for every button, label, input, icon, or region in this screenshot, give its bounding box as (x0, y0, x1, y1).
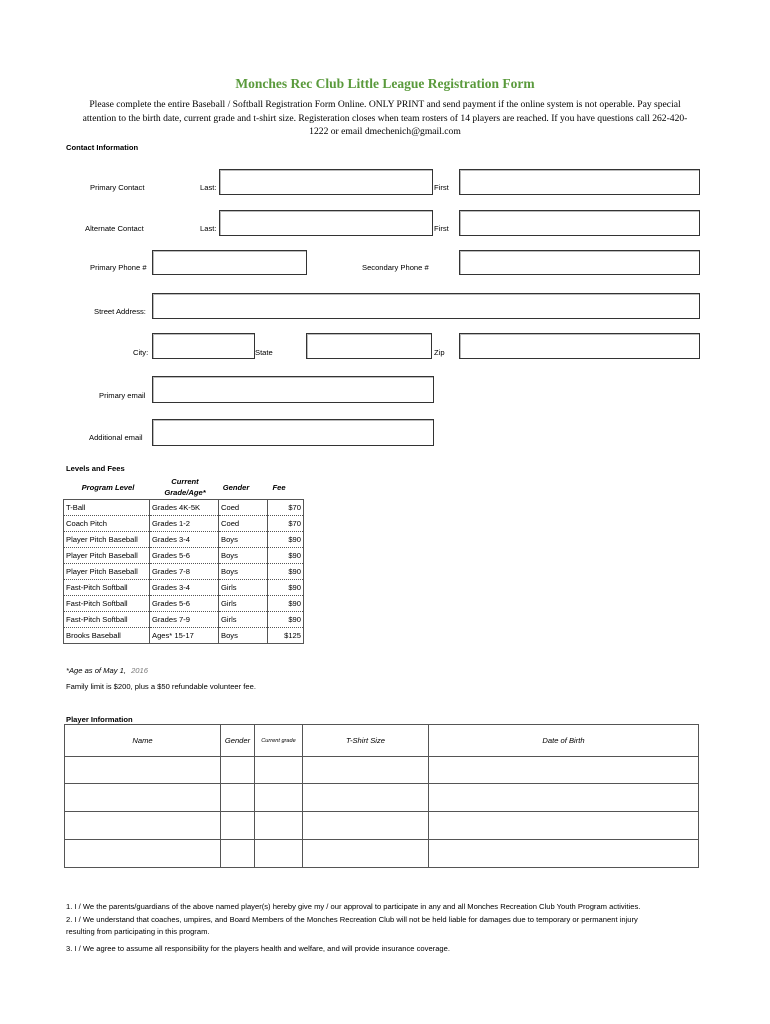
gender-cell: Boys (219, 628, 268, 644)
fee-row (64, 564, 304, 580)
zip-field[interactable] (459, 333, 700, 359)
primary-phone-label: Primary Phone # (90, 263, 147, 272)
col-grade-line: Current (171, 477, 199, 486)
player-name-cell[interactable] (65, 812, 221, 840)
player-row (65, 784, 699, 812)
program-level-cell: Player Pitch Baseball (64, 532, 150, 548)
player-grade-cell[interactable] (255, 757, 303, 784)
secondary-phone-label: Secondary Phone # (362, 263, 429, 272)
fee-row (64, 516, 304, 532)
alternate-contact-label: Alternate Contact (85, 224, 144, 233)
intro-line: Please complete the entire Baseball / Softball Registration Form Online. ONLY PRINT and send payment if the online system is not operable. Pay special (89, 99, 681, 110)
form-title: Monches Rec Club Little League Registration Form (235, 76, 535, 91)
gender-cell: Girls (219, 580, 268, 596)
state-field[interactable] (306, 333, 432, 359)
fee-row (64, 532, 304, 548)
term-3: 3. I / We agree to assume all responsibility for the players health and welfare, and will provide insurance coverage. (66, 943, 450, 953)
last-label: Last: (200, 183, 217, 192)
player-gender-cell[interactable] (221, 812, 255, 840)
fee-row (64, 596, 304, 612)
fee-row (64, 612, 304, 628)
age-note-year: 2016 (131, 666, 148, 675)
grade-age-cell: Ages* 15-17 (150, 628, 219, 644)
term-1: 1. I / We the parents/guardians of the above named player(s) hereby give my / our approval to participate in any and all Monches Recreation Club Youth Program activities. (66, 902, 641, 911)
program-level-cell: Fast-Pitch Softball (64, 596, 150, 612)
gender-cell: Girls (219, 612, 268, 628)
first-label: First (434, 224, 449, 233)
alternate-last-name-field[interactable] (219, 210, 433, 236)
player-dob-cell[interactable] (429, 840, 699, 868)
fee-cell: $90 (268, 564, 304, 580)
age-note (66, 666, 148, 676)
gender-cell: Coed (219, 516, 268, 532)
gender-cell: Boys (219, 564, 268, 580)
fee-cell: $70 (268, 500, 304, 516)
age-note-text: *Age as of May 1, (66, 666, 126, 675)
fee-row (64, 580, 304, 596)
player-dob-cell[interactable] (429, 812, 699, 840)
city-field[interactable] (152, 333, 255, 359)
intro-line: attention to the birth date, current grade and t-shirt size. Registeration closes when team rosters of 14 players are reached. If you have questions call 262-420- (82, 112, 688, 124)
program-level-cell: T-Ball (64, 500, 150, 516)
fee-row (64, 548, 304, 564)
player-row (65, 840, 699, 868)
city-label: City: (133, 348, 149, 357)
primary-first-name-field[interactable] (459, 169, 700, 195)
levels-heading: Levels and Fees (66, 464, 125, 473)
primary-email-field[interactable] (152, 376, 434, 403)
intro-text (62, 98, 708, 139)
additional-email-field[interactable] (152, 419, 434, 446)
col-program-level: Program Level (81, 483, 135, 492)
program-level-cell: Player Pitch Baseball (64, 548, 150, 564)
grade-age-cell: Grades 7-8 (150, 564, 219, 580)
player-gender-cell[interactable] (221, 840, 255, 868)
fee-cell: $90 (268, 532, 304, 548)
first-label: First (434, 183, 449, 192)
contact-heading: Contact Information (66, 143, 139, 152)
player-name-cell[interactable] (65, 757, 221, 784)
player-name-cell[interactable] (65, 784, 221, 812)
last-label: Last: (200, 224, 217, 233)
fee-cell: $90 (268, 596, 304, 612)
alternate-first-name-field[interactable] (459, 210, 700, 236)
player-tshirt-cell[interactable] (303, 812, 429, 840)
player-tshirt-cell[interactable] (303, 784, 429, 812)
gender-cell: Boys (219, 548, 268, 564)
grade-age-cell: Grades 5-6 (150, 548, 219, 564)
player-heading: Player Information (66, 715, 133, 724)
state-label: State (255, 348, 273, 357)
col-date-of-birth: Date of Birth (429, 725, 699, 757)
player-grade-cell[interactable] (255, 840, 303, 868)
fee-row (64, 628, 304, 644)
program-level-cell: Fast-Pitch Softball (64, 580, 150, 596)
col-gender: Gender (222, 483, 250, 492)
zip-label: Zip (434, 348, 445, 357)
col-gender: Gender (221, 725, 255, 757)
player-grade-cell[interactable] (255, 784, 303, 812)
player-tshirt-cell[interactable] (303, 757, 429, 784)
fee-cell: $70 (268, 516, 304, 532)
player-dob-cell[interactable] (429, 757, 699, 784)
primary-contact-label: Primary Contact (90, 183, 145, 192)
grade-age-cell: Grades 7-9 (150, 612, 219, 628)
fee-cell: $90 (268, 548, 304, 564)
player-gender-cell[interactable] (221, 757, 255, 784)
player-table (64, 724, 699, 868)
program-level-cell: Brooks Baseball (64, 628, 150, 644)
fee-cell: $125 (268, 628, 304, 644)
col-name: Name (65, 725, 221, 757)
gender-cell: Girls (219, 596, 268, 612)
player-tshirt-cell[interactable] (303, 840, 429, 868)
family-limit-note: Family limit is $200, plus a $50 refundable volunteer fee. (66, 682, 256, 691)
term-2-continued: resulting from participating in this program. (66, 927, 210, 936)
player-gender-cell[interactable] (221, 784, 255, 812)
grade-age-cell: Grades 3-4 (150, 580, 219, 596)
intro-line: 1222 or email dmechenich@gmail.com (309, 126, 461, 137)
grade-age-cell: Grades 4K-5K (150, 500, 219, 516)
primary-last-name-field[interactable] (219, 169, 433, 195)
street-address-field[interactable] (152, 293, 700, 319)
grade-age-cell: Grades 5-6 (150, 596, 219, 612)
program-level-cell: Fast-Pitch Softball (64, 612, 150, 628)
player-row (65, 812, 699, 840)
player-grade-cell[interactable] (255, 812, 303, 840)
col-current-grade (150, 476, 220, 498)
levels-fees-table (63, 499, 304, 644)
gender-cell: Coed (219, 500, 268, 516)
col-current-grade: Current grade (255, 725, 303, 757)
additional-email-label: Additional email (89, 433, 143, 442)
player-row (65, 757, 699, 784)
grade-age-cell: Grades 1-2 (150, 516, 219, 532)
program-level-cell: Coach Pitch (64, 516, 150, 532)
term-2: 2. I / We understand that coaches, umpires, and Board Members of the Monches Recreation Club will not be held liable for damages due to temporary or permanent injury (66, 914, 638, 924)
col-grade-line: Grade/Age* (164, 488, 206, 497)
secondary-phone-field[interactable] (459, 250, 700, 275)
primary-phone-field[interactable] (152, 250, 307, 275)
fee-cell: $90 (268, 580, 304, 596)
primary-email-label: Primary email (99, 391, 146, 400)
gender-cell: Boys (219, 532, 268, 548)
program-level-cell: Player Pitch Baseball (64, 564, 150, 580)
fee-row (64, 500, 304, 516)
player-name-cell[interactable] (65, 840, 221, 868)
player-dob-cell[interactable] (429, 784, 699, 812)
grade-age-cell: Grades 3-4 (150, 532, 219, 548)
fee-cell: $90 (268, 612, 304, 628)
street-address-label: Street Address: (94, 307, 146, 316)
terms-list (66, 901, 716, 955)
col-tshirt-size: T-Shirt Size (303, 725, 429, 757)
col-fee: Fee (272, 483, 286, 492)
